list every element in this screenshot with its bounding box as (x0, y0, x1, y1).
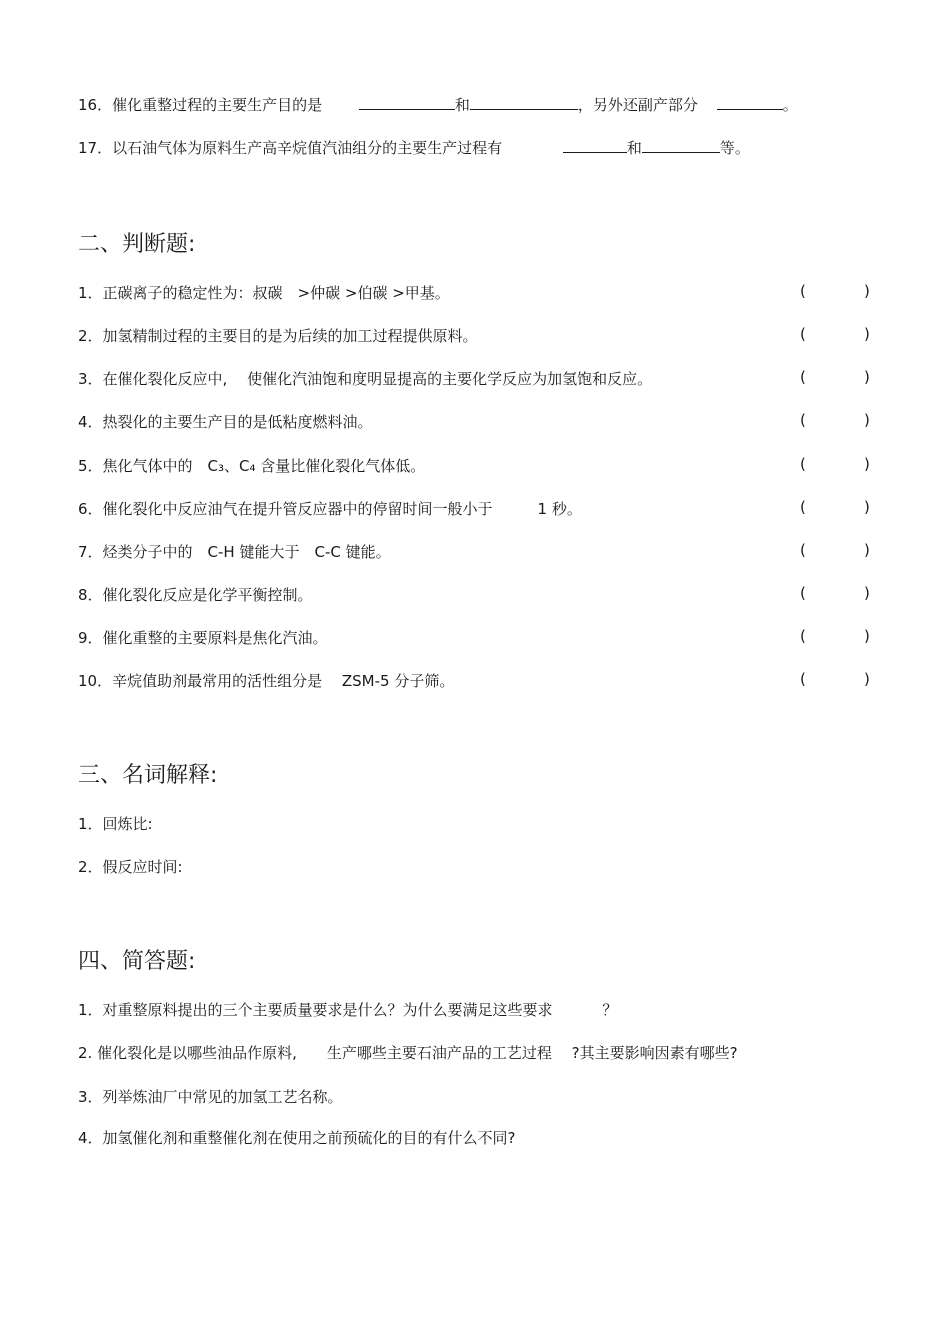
judgment-item: 9．催化重整的主要原料是焦化汽油。 (78, 629, 328, 647)
short-answer-item: 1．对重整原料提出的三个主要质量要求是什么？为什么要满足这些要求 ？ (78, 1001, 618, 1019)
judgment-item: 6．催化裂化中反应油气在提升管反应器中的停留时间一般小于 1 秒。 (78, 500, 582, 518)
answer-paren-open[interactable]: ( (800, 584, 806, 602)
judgment-item: 5．焦化气体中的 C₃、C₄ 含量比催化裂化气体低。 (78, 457, 426, 475)
section-heading-short-answer: 四、简答题: (78, 949, 196, 974)
q16-text-a: 16．催化重整过程的主要生产目的是 (78, 96, 323, 114)
judgment-item: 1．正碳离子的稳定性为：叔碳 >仲碳 >伯碳 >甲基。 (78, 284, 450, 302)
answer-paren-open[interactable]: ( (800, 325, 806, 343)
q16-blank-2[interactable] (470, 95, 578, 110)
q16-blank-1[interactable] (359, 95, 455, 110)
answer-paren-open[interactable]: ( (800, 368, 806, 386)
answer-paren-open[interactable]: ( (800, 498, 806, 516)
short-answer-item: 2. 催化裂化是以哪些油品作原料, 生产哪些主要石油产品的工艺过程 ?其主要影响因素有哪些? (78, 1044, 738, 1062)
answer-paren-open[interactable]: ( (800, 627, 806, 645)
answer-paren-open[interactable]: ( (800, 282, 806, 300)
q17-blank-1[interactable] (563, 138, 627, 153)
judgment-item: 10．辛烷值助剂最常用的活性组分是 ZSM-5 分子筛。 (78, 672, 455, 690)
answer-paren-open[interactable]: ( (800, 455, 806, 473)
term-item: 1．回炼比: (78, 815, 153, 833)
answer-paren-open[interactable]: ( (800, 541, 806, 559)
q17-text-c: 等。 (719, 139, 750, 157)
fill-question-17 (78, 137, 750, 158)
short-answer-item: 4．加氢催化剂和重整催化剂在使用之前预硫化的目的有什么不同? (78, 1129, 516, 1147)
q16-text-d: 。 (782, 96, 798, 114)
judgment-item: 7．烃类分子中的 C-H 键能大于 C-C 键能。 (78, 543, 391, 561)
q17-text-b: 和 (626, 139, 642, 157)
answer-paren-open[interactable]: ( (800, 411, 806, 429)
q17-blank-2[interactable] (642, 138, 720, 153)
judgment-item: 4．热裂化的主要生产目的是低粘度燃料油。 (78, 413, 373, 431)
judgment-item: 8．催化裂化反应是化学平衡控制。 (78, 586, 313, 604)
answer-paren-close: ) (864, 368, 870, 386)
answer-paren-close: ) (864, 282, 870, 300)
answer-paren-close: ) (864, 627, 870, 645)
answer-paren-close: ) (864, 584, 870, 602)
answer-paren-close: ) (864, 670, 870, 688)
judgment-item: 2．加氢精制过程的主要目的是为后续的加工过程提供原料。 (78, 327, 478, 345)
section-heading-judgment: 二、判断题: (78, 232, 196, 257)
term-item: 2．假反应时间: (78, 858, 183, 876)
short-answer-item: 3．列举炼油厂中常见的加氢工艺名称。 (78, 1088, 343, 1106)
answer-paren-close: ) (864, 498, 870, 516)
fill-question-16 (78, 94, 798, 115)
judgment-item: 3．在催化裂化反应中, 使催化汽油饱和度明显提高的主要化学反应为加氢饱和反应。 (78, 370, 653, 388)
answer-paren-close: ) (864, 411, 870, 429)
q16-text-b: 和 (454, 96, 470, 114)
answer-paren-close: ) (864, 541, 870, 559)
q16-blank-3[interactable] (717, 95, 783, 110)
answer-paren-close: ) (864, 455, 870, 473)
answer-paren-open[interactable]: ( (800, 670, 806, 688)
q17-text-a: 17．以石油气体为原料生产高辛烷值汽油组分的主要生产过程有 (78, 139, 503, 157)
q16-text-c: ，另外还副产部分 (577, 96, 698, 114)
answer-paren-close: ) (864, 325, 870, 343)
section-heading-terms: 三、名词解释: (78, 763, 218, 788)
